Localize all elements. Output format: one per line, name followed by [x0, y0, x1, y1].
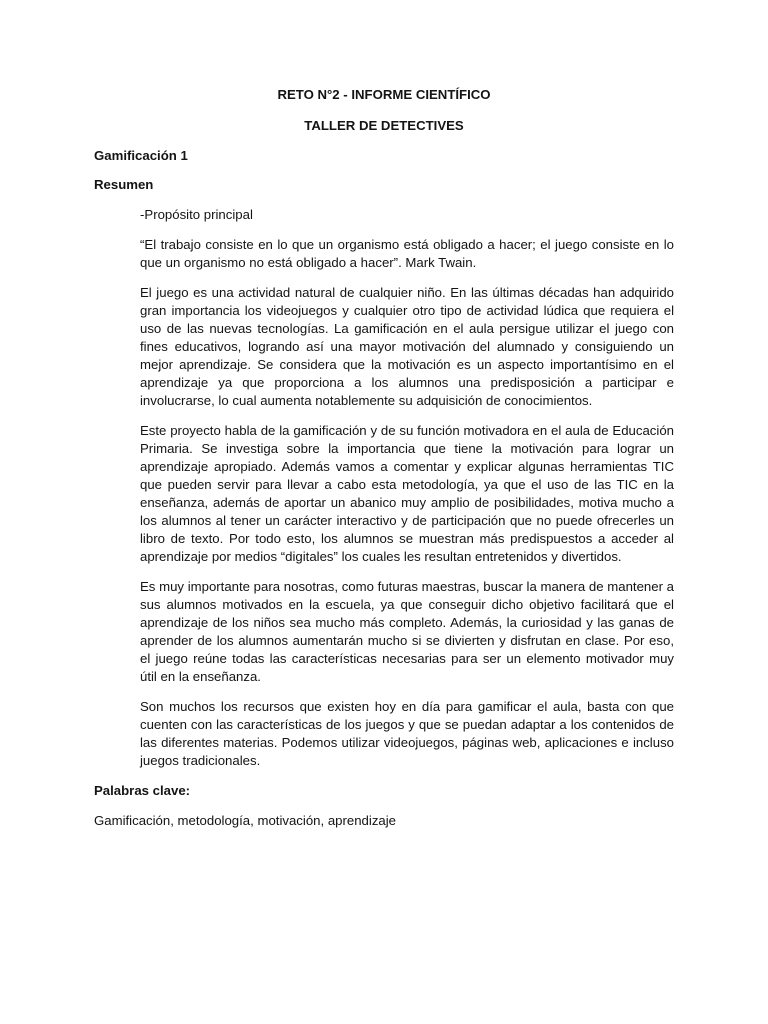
- document-subtitle: TALLER DE DETECTIVES: [304, 118, 464, 133]
- purpose-label: -Propósito principal: [140, 207, 253, 222]
- body-paragraph: Este proyecto habla de la gamificación y de su función motivadora en el aula de Educación Primaria. Se investiga sobre la importancia que tiene la motivación para lograr un aprendizaje apropiado. Además vamos a comentar y explicar algunas herramientas TIC que pueden servir para llevar a cabo esta metodología, ya que el uso de las TIC en la enseñanza, además de aportar un abanico muy amplio de posibilidades, motiva mucho a los alumnos al tener un carácter interactivo y de participación que no puede ofrecerles un libro de texto. Por todo esto, los alumnos se muestran más predispuestos a acceder al aprendizaje por medios “digitales” los cuales les resultan entretenidos y divertidos.: [140, 423, 674, 564]
- body-paragraph: Es muy importante para nosotras, como futuras maestras, buscar la manera de mantener a sus alumnos motivados en la escuela, ya que conseguir dicho objetivo facilitará que el aprendizaje de los niños sea mucho más completo. Además, la curiosidad y las ganas de aprender de los alumnos aumentarán mucho si se divierten y disfrutan en clase. Por eso, el juego reúne todas las características necesarias para ser un elemento motivador muy útil en la enseñanza.: [140, 579, 674, 684]
- quote-paragraph: “El trabajo consiste en lo que un organismo está obligado a hacer; el juego consiste en lo que un organismo no está obligado a hacer”. Mark Twain.: [140, 237, 674, 270]
- keywords-heading: Palabras clave:: [94, 783, 191, 798]
- body-paragraph: Son muchos los recursos que existen hoy en día para gamificar el aula, basta con que cuenten con las características de los juegos y que se puedan adaptar a los contenidos de las diferentes materias. Podemos utilizar videojuegos, páginas web, aplicaciones e incluso juegos tradicionales.: [140, 699, 674, 768]
- summary-heading: Resumen: [94, 177, 154, 192]
- body-paragraph: El juego es una actividad natural de cualquier niño. En las últimas décadas han adquirido gran importancia los videojuegos y cualquier otro tipo de actividad lúdica que requiera el uso de las nuevas tecnologías. La gamificación en el aula persigue utilizar el juego con fines educativos, logrando así una mayor motivación del alumnado y consiguiendo un mejor aprendizaje. Se considera que la motivación es un aspecto importantísimo en el aprendizaje ya que proporciona a los alumnos una predisposición a participar e involucrarse, lo cual aumenta notablemente su adquisición de conocimientos.: [140, 285, 674, 408]
- keywords-text: Gamificación, metodología, motivación, aprendizaje: [94, 813, 397, 828]
- section-label: Gamificación 1: [94, 148, 188, 163]
- summary-body: [94, 206, 674, 770]
- document-title: RETO N°2 - INFORME CIENTÍFICO: [277, 87, 491, 102]
